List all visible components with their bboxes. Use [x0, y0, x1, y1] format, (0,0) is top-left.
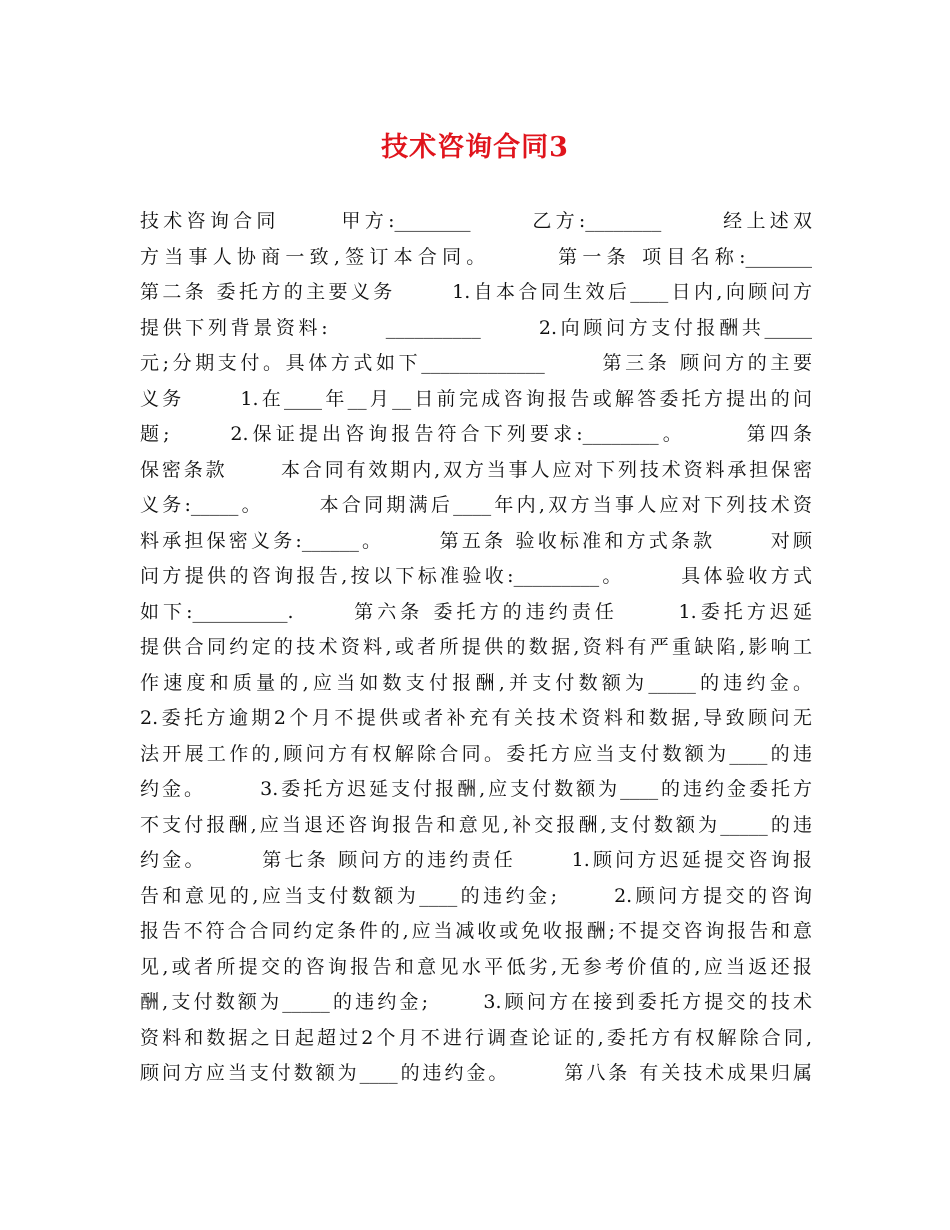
document-body	[140, 204, 812, 1092]
body-line: 报告不符合合同约定条件的,应当减收或免收报酬;不提交咨询报告和意	[140, 920, 812, 942]
body-line: 义务:_____。 本合同期满后____年内,双方当事人应对下列技术资	[140, 494, 812, 516]
body-line: 资料和数据之日起超过2个月不进行调查论证的,委托方有权解除合同,	[140, 1026, 812, 1049]
body-line: 元;分期支付。具体方式如下_____________ 第三条 顾问方的主要	[140, 352, 812, 374]
body-line: 提供合同约定的技术资料,或者所提供的数据,资料有严重缺陷,影响工	[140, 636, 812, 658]
body-line: 见,或者所提交的咨询报告和意见水平低劣,无参考价值的,应当返还报	[140, 955, 812, 978]
body-line: 约金。 3.委托方迟延支付报酬,应支付数额为____的违约金委托方	[140, 778, 812, 800]
body-line: 第二条 委托方的主要义务 1.自本合同生效后____日内,向顾问方	[140, 281, 812, 303]
body-line: 酬,支付数额为_____的违约金; 3.顾问方在接到委托方提交的技术	[140, 991, 812, 1013]
document-title: 技术咨询合同3	[381, 132, 569, 163]
body-line: 义务 1.在____年__月__日前完成咨询报告或解答委托方提出的问	[140, 387, 812, 410]
body-line: 不支付报酬,应当退还咨询报告和意见,补交报酬,支付数额为_____的违	[140, 813, 812, 836]
body-line: 保密条款 本合同有效期内,双方当事人应对下列技术资料承担保密	[140, 458, 812, 481]
body-line: 问方提供的咨询报告,按以下标准验收:_________。 具体验收方式	[140, 565, 812, 587]
body-line: 法开展工作的,顾问方有权解除合同。委托方应当支付数额为____的违	[140, 742, 812, 765]
body-line: 料承担保密义务:______。 第五条 验收标准和方式条款 对顾	[140, 529, 812, 552]
body-line: 题; 2.保证提出咨询报告符合下列要求:________。 第四条	[140, 423, 812, 445]
body-line: 告和意见的,应当支付数额为____的违约金; 2.顾问方提交的咨询	[140, 884, 812, 907]
body-line: 顾问方应当支付数额为____的违约金。 第八条 有关技术成果归属	[140, 1062, 812, 1084]
body-line: 作速度和质量的,应当如数支付报酬,并支付数额为_____的违约金。	[140, 671, 812, 694]
body-line: 技术咨询合同 甲方:________ 乙方:________ 经上述双	[140, 210, 812, 232]
body-line: 提供下列背景资料: __________ 2.向顾问方支付报酬共_____	[140, 316, 812, 339]
body-line: 方当事人协商一致,签订本合同。 第一条 项目名称:_______	[140, 245, 812, 268]
body-line: 2.委托方逾期2个月不提供或者补充有关技术资料和数据,导致顾问无	[140, 707, 812, 729]
body-line: 如下:__________. 第六条 委托方的违约责任 1.委托方迟延	[140, 600, 812, 623]
body-line: 约金。 第七条 顾问方的违约责任 1.顾问方迟延提交咨询报	[140, 849, 812, 871]
